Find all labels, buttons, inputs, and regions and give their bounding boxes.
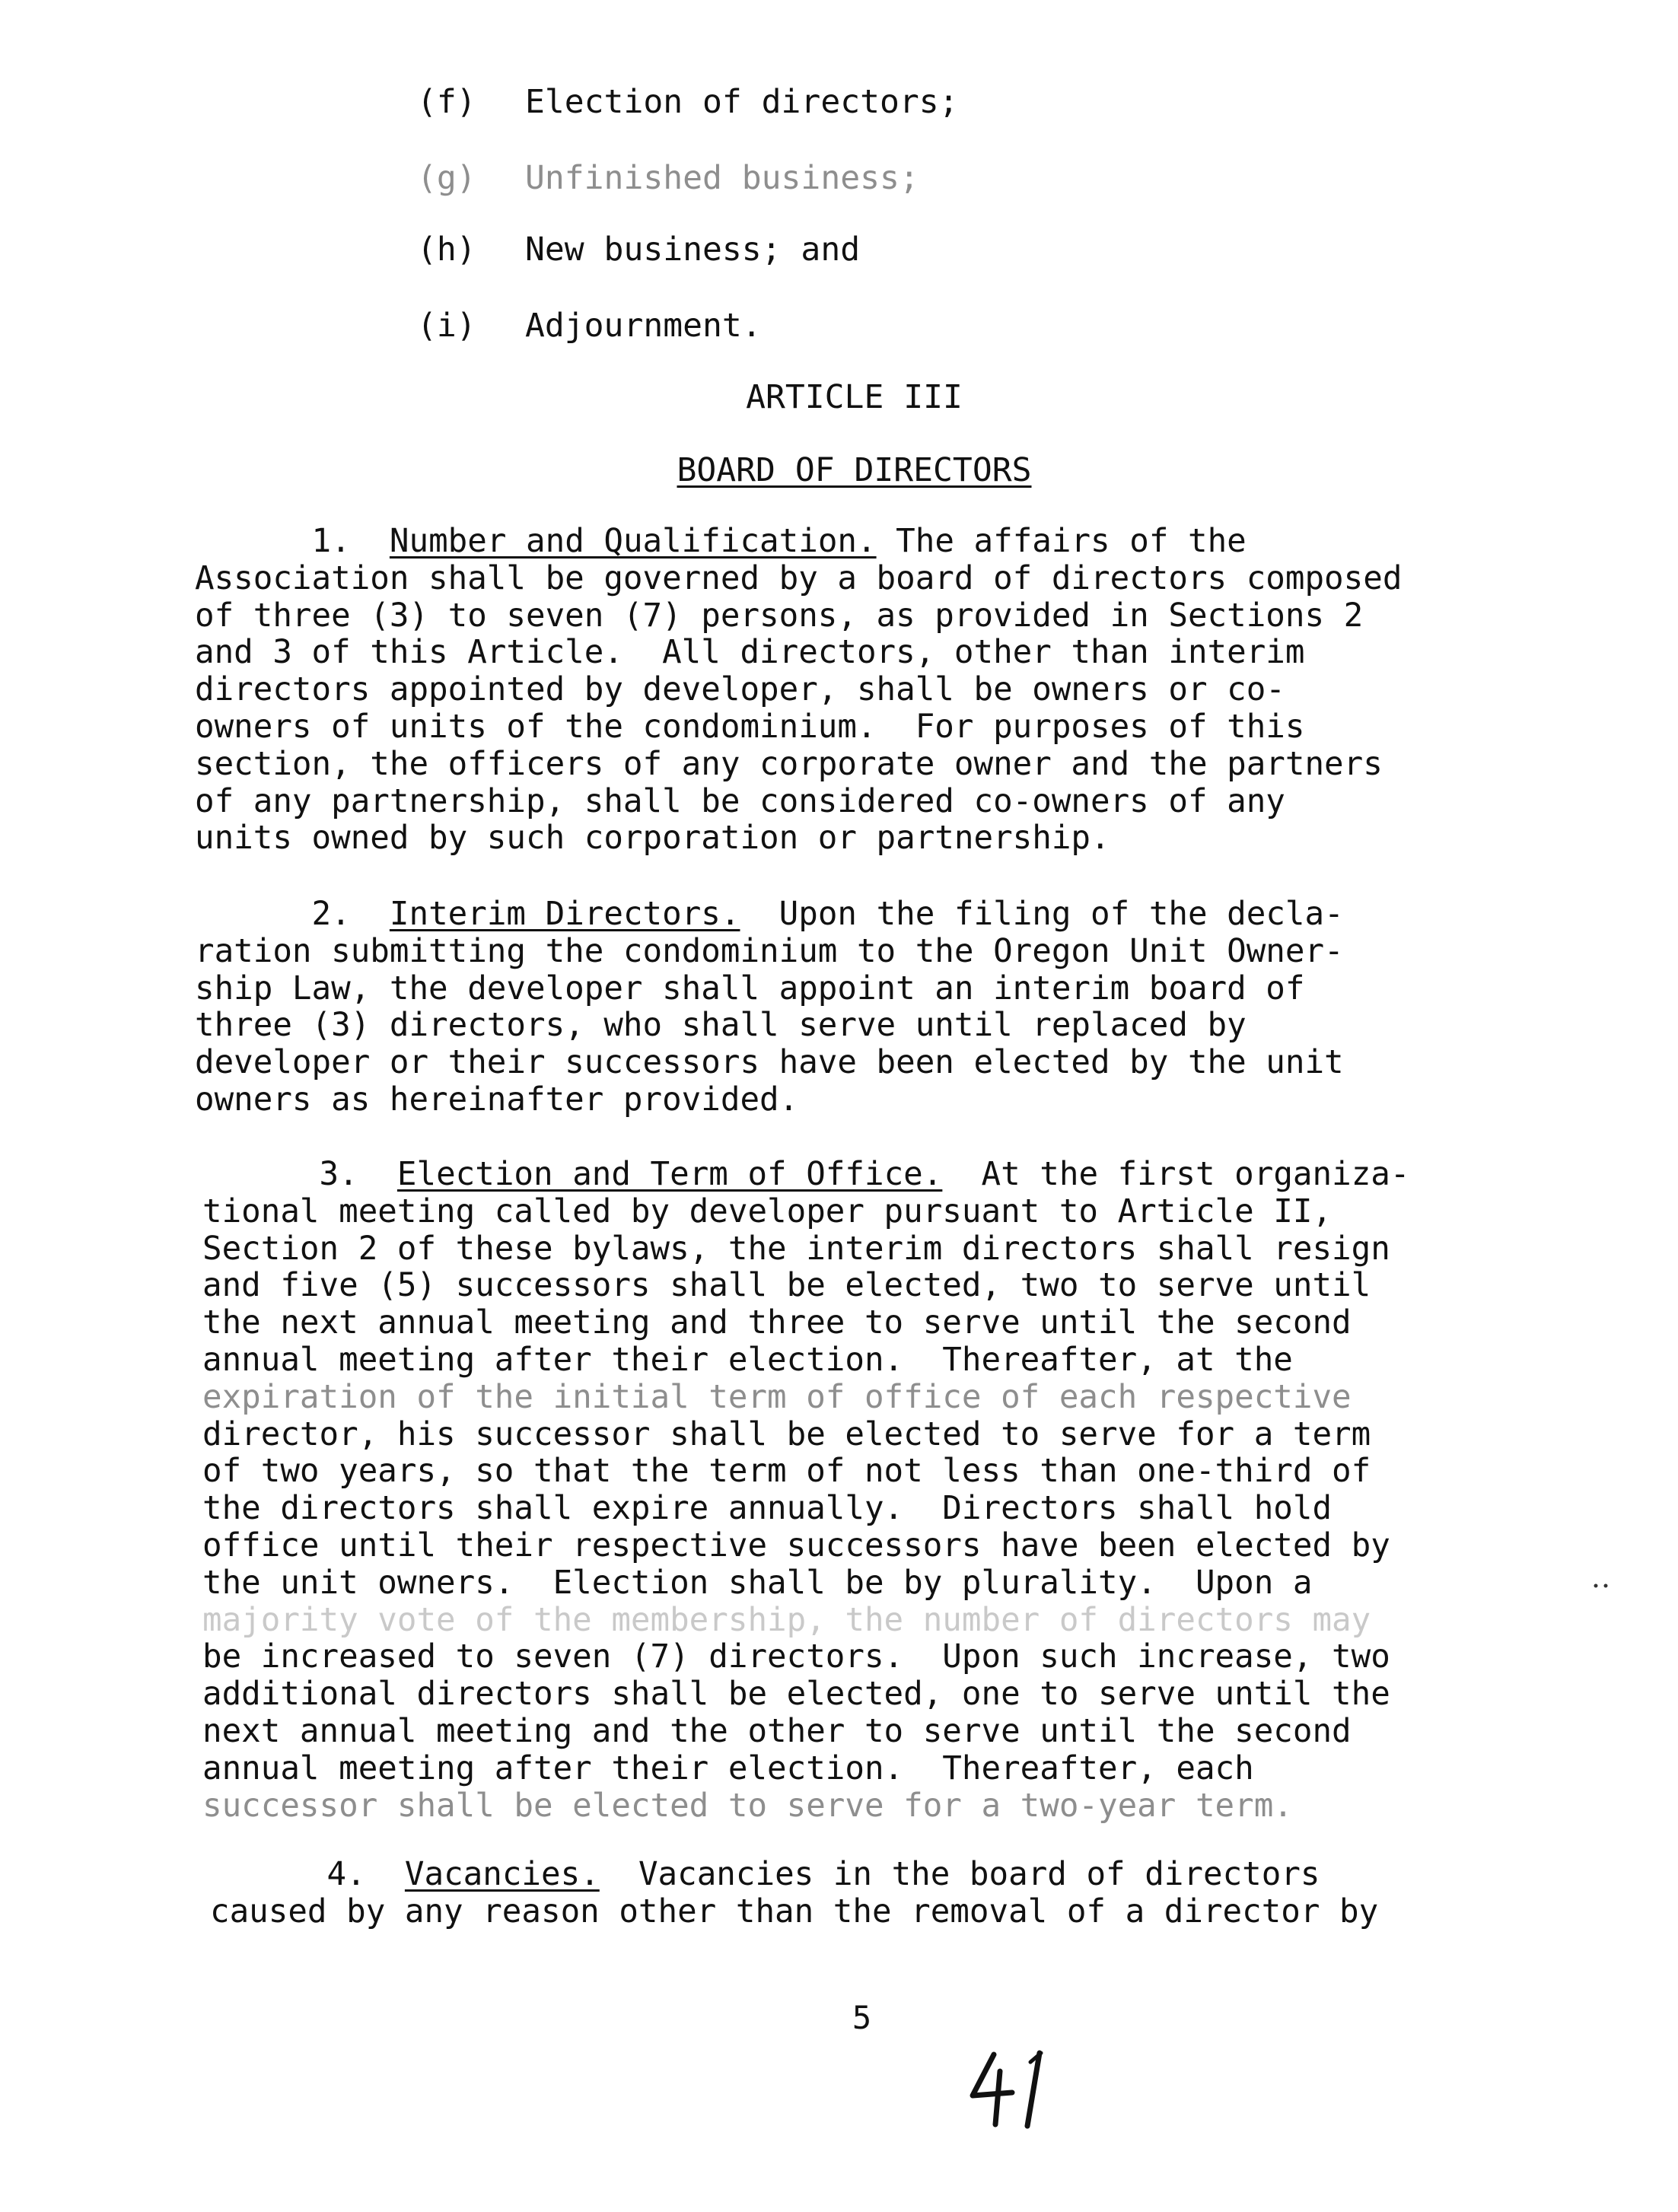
- section-2: [195, 896, 1587, 1119]
- list-item-text: New business; and: [525, 231, 861, 269]
- section-4: [210, 1857, 1603, 1931]
- section-4-heading: Vacancies.: [404, 1856, 600, 1893]
- list-item-text: Adjournment.: [525, 307, 762, 345]
- list-item-letter: (f): [417, 83, 476, 121]
- section-3-body-part-3: be increased to seven (7) directors. Upon such increase, two additional directors shall be elected, one to serve until the next annual meeting and the other to serve until the second annual meeting after their election. Thereafter, each: [202, 1638, 1390, 1787]
- list-item-letter: (h): [417, 231, 476, 269]
- section-2-number: 2.: [311, 896, 351, 933]
- list-item-letter: (i): [417, 307, 476, 345]
- list-item: [417, 155, 919, 201]
- section-1: [195, 524, 1587, 858]
- list-item-letter: (g): [417, 159, 476, 197]
- section-4-number: 4.: [326, 1856, 366, 1893]
- list-item: [417, 79, 959, 125]
- list-item-text: Election of directors;: [525, 83, 959, 121]
- section-1-body: The affairs of the Association shall be governed by a board of directors composed of three (3) to seven (7) persons, as provided in Sections 2 and 3 of this Article. All directors, other than interim directors appointed by developer, shall be owners or co- owners of units of the condominium. For purposes of this section, the officers of any corporate owner and the partners of any partnership, shall be considered co-owners of any units owned by such corporation or partnership.: [195, 523, 1403, 858]
- scan-mark: [1592, 1581, 1612, 1590]
- section-2-heading: Interim Directors.: [389, 896, 740, 933]
- section-3: [202, 1157, 1595, 1825]
- list-item: [417, 303, 762, 349]
- section-4-body: Vacancies in the board of directors caused by any reason other than the removal of a director by: [210, 1856, 1379, 1930]
- handwritten-page-number: [965, 2048, 1087, 2132]
- section-3-number: 3.: [319, 1156, 358, 1193]
- list-item-text: Unfinished business;: [525, 159, 919, 197]
- section-3-faint-line-3: successor shall be elected to serve for a two-year term.: [202, 1787, 1293, 1825]
- section-3-body-part-1: At the first organiza- tional meeting called by developer pursuant to Article II, Section 2 of these bylaws, the interim directors shall resign and five (5) successors shall be elected, two to serve until the next annual meeting and three to serve until the second annual meeting after their election. Thereafter, at the: [202, 1156, 1410, 1379]
- page-number: 5: [852, 1999, 872, 2036]
- section-3-heading: Election and Term of Office.: [396, 1156, 943, 1193]
- list-item: [417, 227, 860, 272]
- section-3-faint-line-1: expiration of the initial term of office of each respective: [202, 1378, 1352, 1416]
- article-number: ARTICLE III: [746, 378, 963, 416]
- article-title-text: BOARD OF DIRECTORS: [677, 451, 1032, 489]
- article-title: [0, 447, 1678, 493]
- section-2-body: Upon the filing of the decla- ration submitting the condominium to the Oregon Unit Owner- ship Law, the developer shall appoint an interim board of three (3) directors, who shall serve until replaced by developer or their successors have been elected by the unit owners as hereinafter provided.: [195, 896, 1344, 1119]
- section-1-heading: Number and Qualification.: [389, 523, 877, 560]
- section-1-number: 1.: [311, 523, 351, 560]
- section-3-faint-line-2: majority vote of the membership, the number of directors may: [202, 1601, 1371, 1639]
- section-3-body-part-2: director, his successor shall be elected to serve for a term of two years, so that the term of not less than one-third of the directors shall expire annually. Directors shall hold office until their respective successors have been elected by the unit owners. Election shall be by plurality. Upon a: [202, 1415, 1390, 1602]
